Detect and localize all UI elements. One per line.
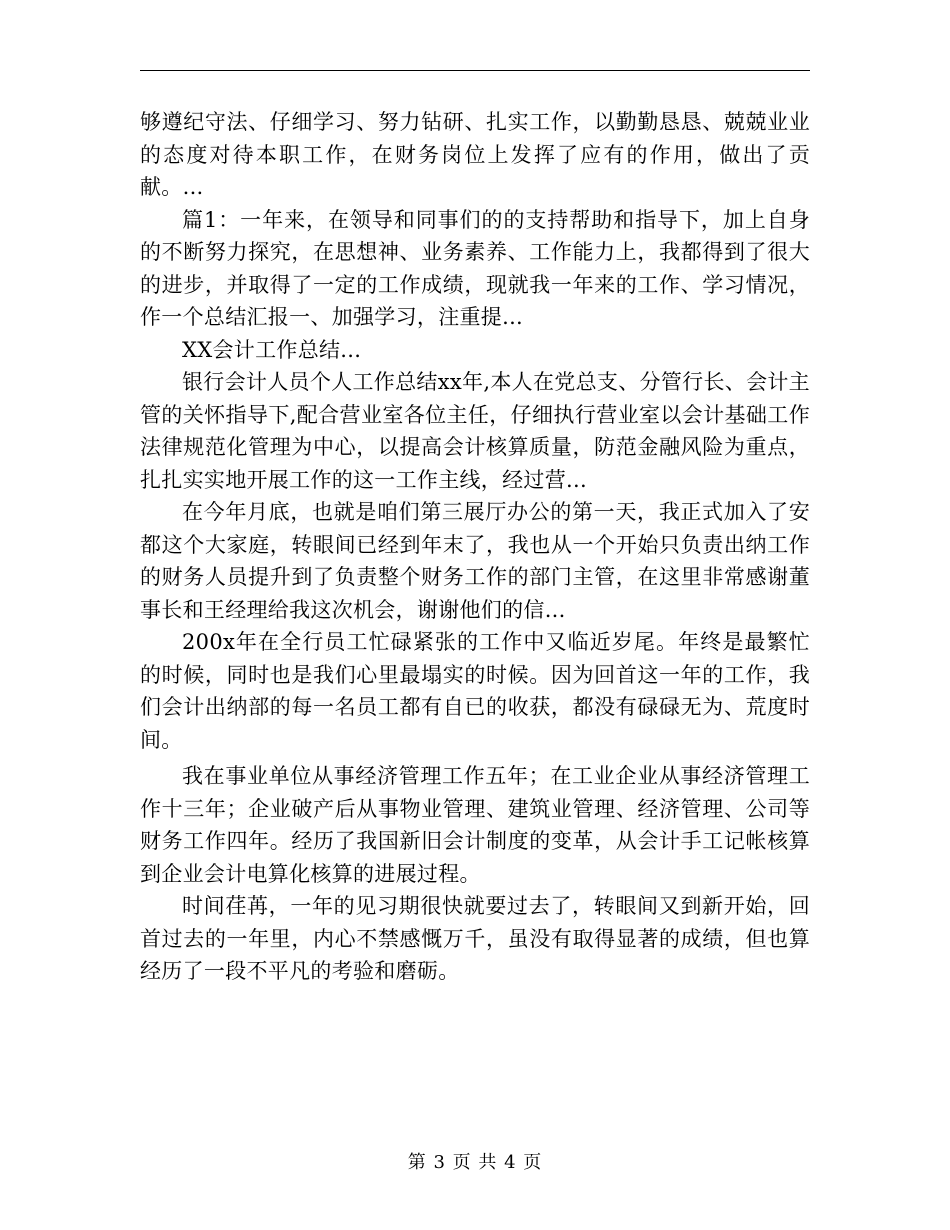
- footer-middle: 页 共: [452, 1152, 498, 1173]
- document-body: [140, 106, 810, 988]
- page-footer: [0, 1148, 950, 1174]
- footer-prefix: 第: [407, 1152, 427, 1173]
- paragraph: 200x年在全行员工忙碌紧张的工作中又临近岁尾。年终是最繁忙的时候，同时也是我们心里最塌实的时候。因为回首这一年的工作，我们会计出纳部的每一名员工都有自已的收获，都没有碌碌无为、荒度时间。: [140, 630, 810, 752]
- header-rule: [140, 70, 810, 71]
- paragraph: 在今年月底，也就是咱们第三展厅办公的第一天，我正式加入了安都这个大家庭，转眼间已经到年末了，我也从一个开始只负责出纳工作的财务人员提升到了负责整个财务工作的部门主管，在这里非常感谢董事长和王经理给我这次机会，谢谢他们的信...: [140, 500, 810, 622]
- footer-suffix: 页: [523, 1152, 543, 1173]
- paragraph: 够遵纪守法、仔细学习、努力钻研、扎实工作，以勤勤恳恳、兢兢业业的态度对待本职工作，在财务岗位上发挥了应有的作用，做出了贡献。...: [140, 110, 810, 199]
- paragraph: 我在事业单位从事经济管理工作五年；在工业企业从事经济管理工作十三年；企业破产后从事物业管理、建筑业管理、经济管理、公司等财务工作四年。经历了我国新旧会计制度的变革，从会计手工记帐核算到企业会计电算化核算的进展过程。: [140, 764, 810, 886]
- paragraph: 银行会计人员个人工作总结xx年,本人在党总支、分管行长、会计主管的关怀指导下,配合营业室各位主任，仔细执行营业室以会计基础工作法律规范化管理为中心，以提高会计核算质量，防范金融风险为重点，扎扎实实地开展工作的这一工作主线，经过营...: [140, 370, 810, 492]
- footer-current-page: 3: [433, 1152, 446, 1173]
- paragraph: 时间荏苒，一年的见习期很快就要过去了，转眼间又到新开始，回首过去的一年里，内心不禁感慨万千，虽没有取得显著的成绩，但也算经历了一段不平凡的考验和磨砺。: [140, 894, 810, 983]
- paragraph: 篇1：一年来，在领导和同事们的的支持帮助和指导下，加上自身的不断努力探究，在思想神、业务素养、工作能力上，我都得到了很大的进步，并取得了一定的工作成绩，现就我一年来的工作、学习情况，作一个总结汇报一、加强学习，注重提...: [140, 207, 810, 329]
- footer-total-pages: 4: [504, 1152, 517, 1173]
- paragraph: XX会计工作总结...: [182, 337, 362, 362]
